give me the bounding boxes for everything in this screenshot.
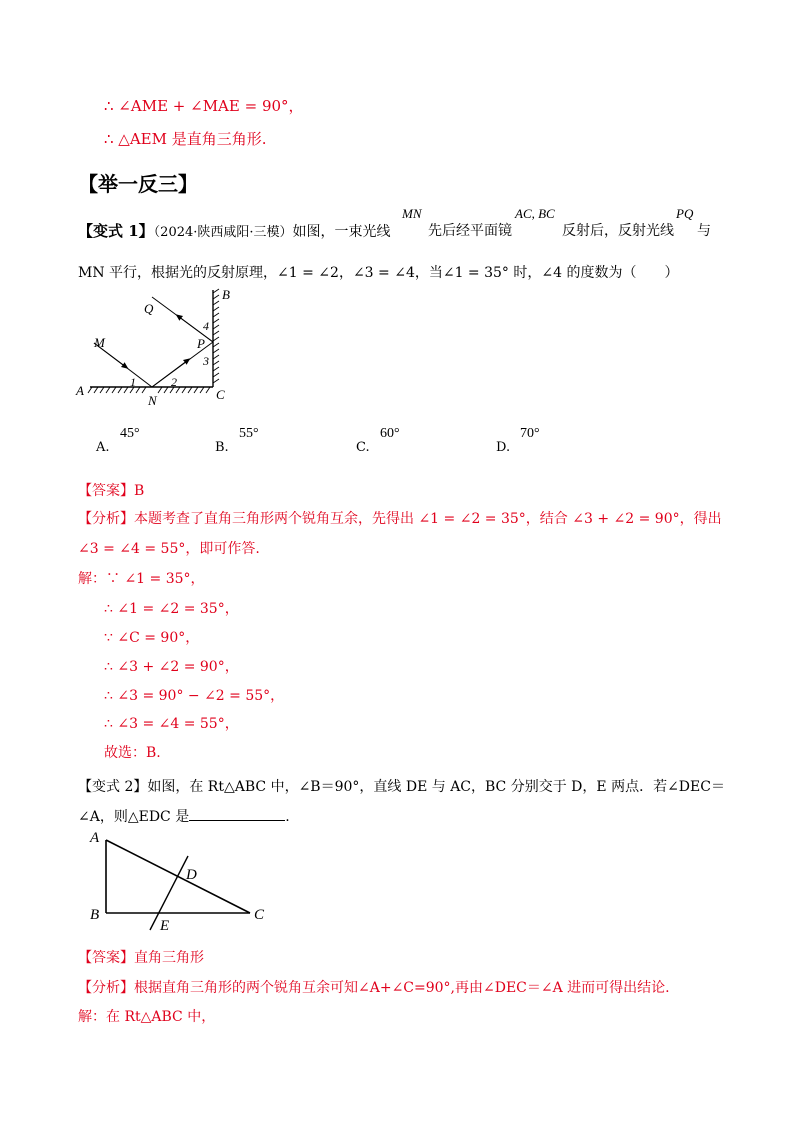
variant2-answer: 【答案】直角三角形 xyxy=(78,950,204,966)
triangle-figure xyxy=(84,826,274,934)
label-c: C xyxy=(254,907,265,923)
variant1-question-line1: 【变式 1】（2024·陕西咸阳·三模）如图，一束光线 xyxy=(78,222,391,240)
variant1-answer: 【答案】B xyxy=(78,483,145,499)
variant1-solution-line: ∴ ∠3 = ∠4 = 55°， xyxy=(104,716,239,732)
variant1-solution-line: ∴ ∠3 = 90° − ∠2 = 55°， xyxy=(104,688,285,704)
variant1-acbc-label: AC, BC xyxy=(515,206,555,221)
label-angle-3: 3 xyxy=(203,354,209,368)
label-d: D xyxy=(186,867,197,883)
section-heading: 【举一反三】 xyxy=(78,172,198,196)
variant1-question-part4: 与 xyxy=(697,223,711,239)
variant1-question-line2: MN 平行，根据光的反射原理，∠1 = ∠2，∠3 = ∠4，当∠1 = 35° 时，∠4 的度数为（ ） xyxy=(78,265,679,281)
label-angle-4: 4 xyxy=(203,319,209,333)
proof-line-2: ∴ △AEM 是直角三角形. xyxy=(104,130,267,148)
label-e: E xyxy=(160,918,170,934)
mirror-bc-hatching xyxy=(213,289,219,383)
label-c: C xyxy=(216,387,225,402)
variant2-question-line2: ∠A，则△EDC 是 . xyxy=(78,806,290,826)
label-n: N xyxy=(148,393,157,408)
variant1-analysis-line2: ∠3 = ∠4 = 55°，即可作答. xyxy=(78,541,260,557)
label-b: B xyxy=(222,287,230,302)
variant1-tag: 【变式 1】 xyxy=(78,222,154,240)
variant1-analysis-line1: 【分析】本题考查了直角三角形两个锐角互余，先得出 ∠1 = ∠2 = 35°，结合 ∠3 + ∠2 = 90°，得出 xyxy=(78,511,722,527)
label-a: A xyxy=(90,830,100,846)
variant1-question-part2: 先后经平面镜 xyxy=(428,223,512,239)
label-m: M xyxy=(94,335,105,350)
label-p: P xyxy=(197,336,205,351)
label-angle-1: 1 xyxy=(130,375,136,389)
option-c[interactable]: C. 60° xyxy=(356,426,400,455)
variant1-source: （2024·陕西咸阳·三模） xyxy=(153,225,293,240)
label-b: B xyxy=(90,907,100,923)
variant1-pq-label: PQ xyxy=(676,206,694,221)
option-a[interactable]: A. 45° xyxy=(96,426,140,455)
label-q: Q xyxy=(144,301,154,316)
label-a: A xyxy=(76,383,84,398)
variant1-solution-line: 解：∵ ∠1 = 35°， xyxy=(78,571,205,587)
option-d[interactable]: D. 70° xyxy=(496,426,540,455)
option-b[interactable]: B. 55° xyxy=(215,426,259,455)
variant2-question-line1: 【变式 2】如图，在 Rt△ABC 中，∠B＝90°，直线 DE 与 AC，BC 分别交于 D，E 两点．若∠DEC＝ xyxy=(78,779,725,795)
variant1-solution-line: ∴ ∠3 + ∠2 = 90°， xyxy=(104,659,239,675)
answer-blank[interactable] xyxy=(189,806,285,821)
variant1-solution-line: ∵ ∠C = 90°， xyxy=(104,630,200,646)
variant1-question-part3: 反射后，反射光线 xyxy=(562,223,674,239)
variant1-solution-line: ∴ ∠1 = ∠2 = 35°， xyxy=(104,601,239,617)
reflection-figure xyxy=(72,285,242,410)
variant1-solution-line: 故选：B. xyxy=(104,745,161,761)
variant1-mn-label: MN xyxy=(402,206,422,221)
variant2-solution-start: 解：在 Rt△ABC 中， xyxy=(78,1009,216,1025)
proof-line-1: ∴ ∠AME + ∠MAE = 90°， xyxy=(104,97,304,115)
variant2-tag: 【变式 2】 xyxy=(78,779,148,795)
label-angle-2: 2 xyxy=(171,375,177,389)
variant2-analysis: 【分析】根据直角三角形的两个锐角互余可知∠A+∠C=90°,再由∠DEC＝∠A 进而可得出结论. xyxy=(78,980,670,996)
